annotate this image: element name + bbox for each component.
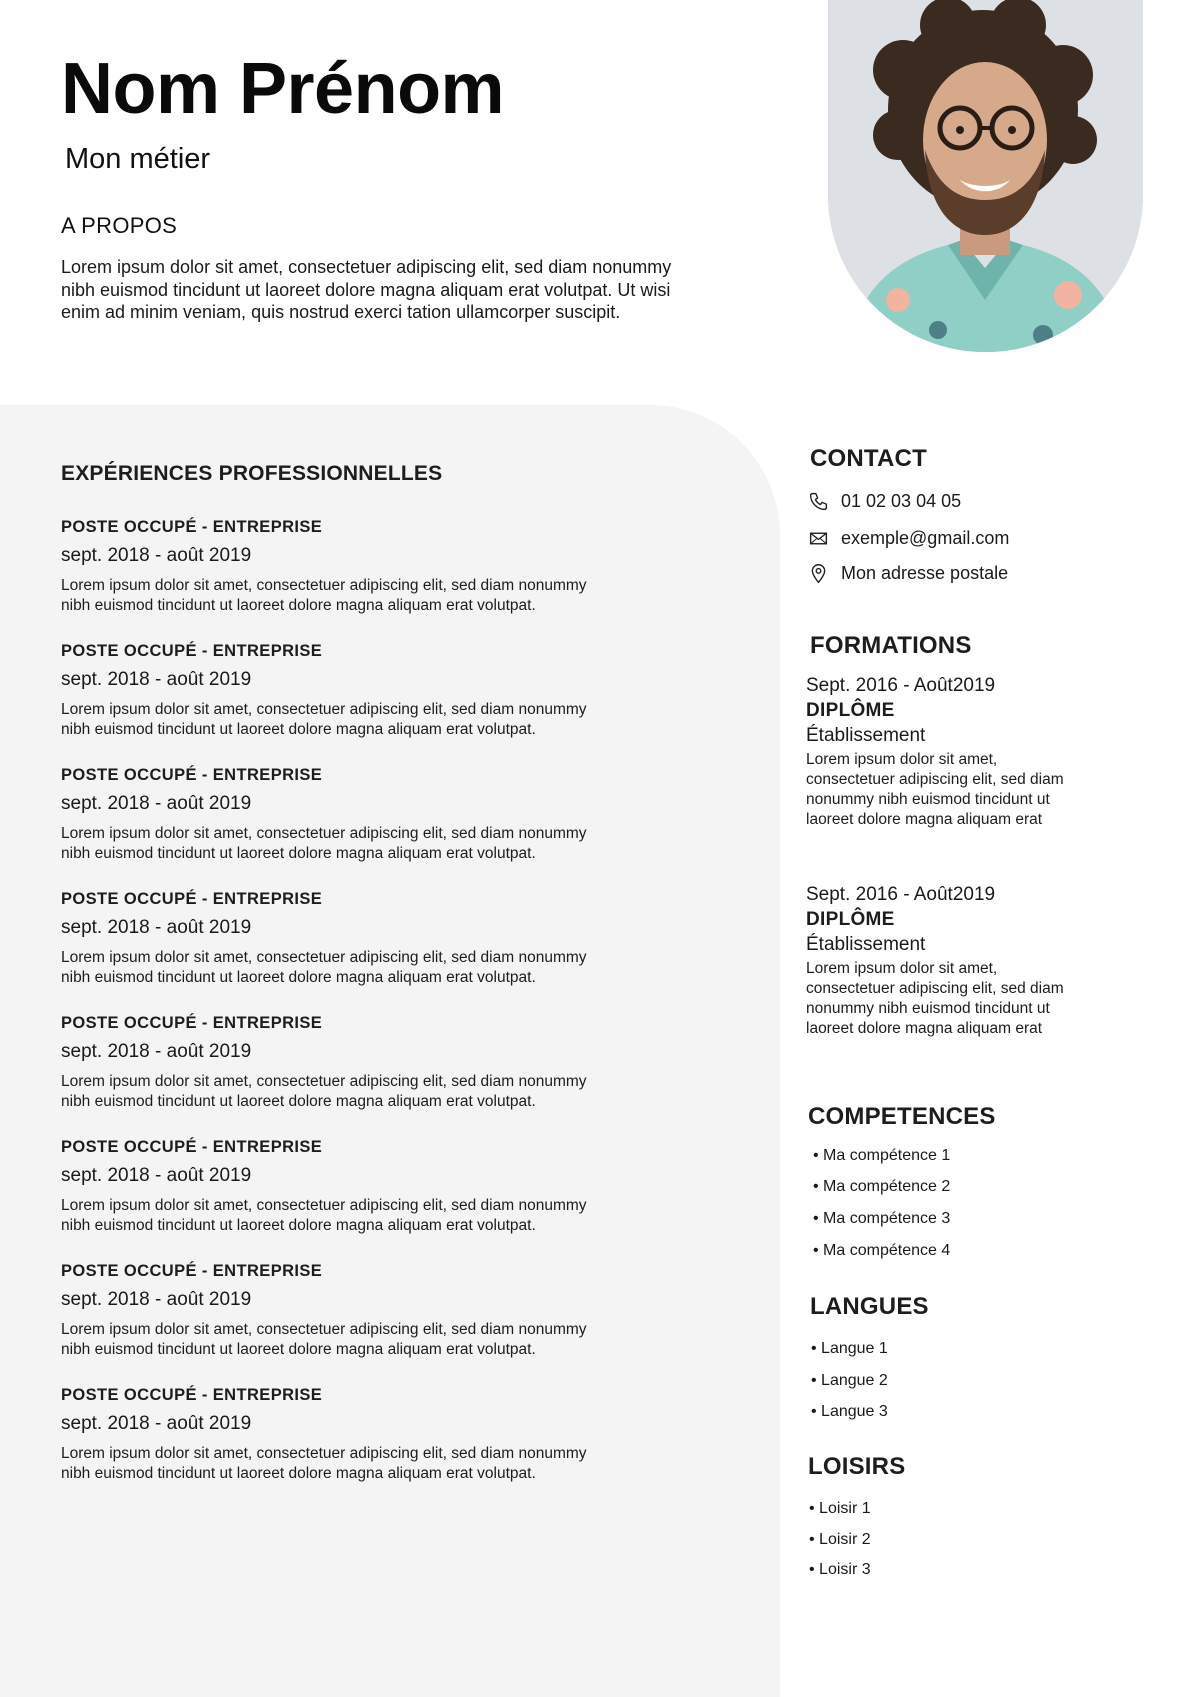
competences-heading: COMPETENCES [808,1103,996,1130]
formation-description-line: Lorem ipsum dolor sit amet, [806,960,998,977]
postal-address: Mon adresse postale [841,563,1009,583]
about-line: enim ad minim veniam, quis nostrud exerci tation ullamcorper suscipit. [61,302,621,322]
formation-description-line: consectetuer adipiscing elit, sed diam [806,771,1064,788]
contact-address [808,563,1008,584]
formation-description-line: laoreet dolore magna aliquam erat [806,811,1043,828]
competence-item: • Ma compétence 4 [813,1242,951,1259]
experience-item [61,1014,681,1112]
experience-item [61,1386,681,1484]
job-position: POSTE OCCUPÉ - ENTREPRISE [61,766,323,784]
job-description-line: nibh euismod tincidunt ut laoreet dolore magna aliquam erat volutpat. [61,1341,536,1358]
job-description-line: Lorem ipsum dolor sit amet, consectetuer adipiscing elit, sed diam nonummy [61,825,587,842]
job-description-line: nibh euismod tincidunt ut laoreet dolore magna aliquam erat volutpat. [61,845,536,862]
formation-school: Établissement [806,725,926,746]
job-position: POSTE OCCUPÉ - ENTREPRISE [61,642,323,660]
formation-description-line: nonummy nibh euismod tincidunt ut [806,1000,1050,1017]
experience-heading: EXPÉRIENCES PROFESSIONNELLES [61,462,443,485]
job-position: POSTE OCCUPÉ - ENTREPRISE [61,890,323,908]
formation-description-line: nonummy nibh euismod tincidunt ut [806,791,1050,808]
formation-description [806,750,1106,830]
formation-school: Établissement [806,934,926,955]
profile-photo [828,0,1143,352]
job-description [61,700,681,740]
experience-item [61,1262,681,1360]
formation-dates: Sept. 2016 - Août2019 [806,884,996,905]
job-description [61,1072,681,1112]
job-position: POSTE OCCUPÉ - ENTREPRISE [61,1262,323,1280]
job-dates: sept. 2018 - août 2019 [61,1165,252,1186]
competence-item: • Ma compétence 2 [813,1178,951,1195]
formation-description [806,959,1106,1039]
job-description-line: Lorem ipsum dolor sit amet, consectetuer adipiscing elit, sed diam nonummy [61,949,587,966]
job-description-line: nibh euismod tincidunt ut laoreet dolore magna aliquam erat volutpat. [61,1093,536,1110]
competence-item: • Ma compétence 3 [813,1210,951,1227]
about-heading: A PROPOS [61,213,178,238]
langue-item: • Langue 2 [811,1372,888,1389]
job-position: POSTE OCCUPÉ - ENTREPRISE [61,1138,323,1156]
formation-item [806,675,1106,830]
job-position: POSTE OCCUPÉ - ENTREPRISE [61,1014,323,1032]
job-description-line: Lorem ipsum dolor sit amet, consectetuer adipiscing elit, sed diam nonummy [61,1197,587,1214]
job-dates: sept. 2018 - août 2019 [61,917,252,938]
phone-number: 01 02 03 04 05 [841,491,962,511]
loisir-item: • Loisir 1 [809,1500,871,1517]
job-description [61,948,681,988]
about-text [61,256,721,324]
experience-item [61,518,681,616]
job-dates: sept. 2018 - août 2019 [61,793,252,814]
experience-item [61,1138,681,1236]
portrait-illustration [828,0,1143,352]
experience-item [61,890,681,988]
formation-dates: Sept. 2016 - Août2019 [806,675,996,696]
job-description-line: Lorem ipsum dolor sit amet, consectetuer adipiscing elit, sed diam nonummy [61,1321,587,1338]
email-address: exemple@gmail.com [841,528,1010,548]
formation-degree: DIPLÔME [806,700,895,721]
job-description-line: nibh euismod tincidunt ut laoreet dolore magna aliquam erat volutpat. [61,1217,536,1234]
about-line: nibh euismod tincidunt ut laoreet dolore magna aliquam erat volutpat. Ut wisi [61,279,671,300]
job-description-line: Lorem ipsum dolor sit amet, consectetuer adipiscing elit, sed diam nonummy [61,701,587,718]
langue-item: • Langue 3 [811,1403,888,1420]
job-description-line: nibh euismod tincidunt ut laoreet dolore magna aliquam erat volutpat. [61,969,536,986]
job-description-line: Lorem ipsum dolor sit amet, consectetuer adipiscing elit, sed diam nonummy [61,1445,587,1462]
job-description [61,1196,681,1236]
formation-degree: DIPLÔME [806,909,895,930]
job-dates: sept. 2018 - août 2019 [61,1413,252,1434]
job-position: POSTE OCCUPÉ - ENTREPRISE [61,518,323,536]
langues-heading: LANGUES [810,1293,929,1320]
location-pin-icon [808,563,829,584]
job-dates: sept. 2018 - août 2019 [61,545,252,566]
formations-heading: FORMATIONS [810,632,972,659]
envelope-icon [808,528,829,549]
job-description [61,824,681,864]
job-dates: sept. 2018 - août 2019 [61,669,252,690]
about-line: Lorem ipsum dolor sit amet, consectetuer adipiscing elit, sed diam nonummy [61,257,672,277]
experience-item [61,642,681,740]
contact-email [808,528,1009,549]
job-description [61,1444,681,1484]
contact-phone [808,491,961,512]
job-position: POSTE OCCUPÉ - ENTREPRISE [61,1386,323,1404]
langue-item: • Langue 1 [811,1340,888,1357]
job-description [61,576,681,616]
loisir-item: • Loisir 3 [809,1561,871,1578]
full-name: Nom Prénom [61,49,505,129]
job-description [61,1320,681,1360]
job-description-line: Lorem ipsum dolor sit amet, consectetuer adipiscing elit, sed diam nonummy [61,1073,587,1090]
job-description-line: Lorem ipsum dolor sit amet, consectetuer adipiscing elit, sed diam nonummy [61,577,587,594]
formation-description-line: Lorem ipsum dolor sit amet, [806,751,998,768]
job-dates: sept. 2018 - août 2019 [61,1289,252,1310]
job-description-line: nibh euismod tincidunt ut laoreet dolore magna aliquam erat volutpat. [61,1465,536,1482]
formation-item [806,884,1106,1039]
contact-heading: CONTACT [810,445,927,472]
loisir-item: • Loisir 2 [809,1531,871,1548]
phone-icon [808,491,829,512]
job-description-line: nibh euismod tincidunt ut laoreet dolore magna aliquam erat volutpat. [61,597,536,614]
job-title: Mon métier [65,143,211,175]
formation-description-line: laoreet dolore magna aliquam erat [806,1020,1043,1037]
formation-description-line: consectetuer adipiscing elit, sed diam [806,980,1064,997]
loisirs-heading: LOISIRS [808,1453,906,1480]
experience-item [61,766,681,864]
job-dates: sept. 2018 - août 2019 [61,1041,252,1062]
competence-item: • Ma compétence 1 [813,1147,951,1164]
job-description-line: nibh euismod tincidunt ut laoreet dolore magna aliquam erat volutpat. [61,721,536,738]
